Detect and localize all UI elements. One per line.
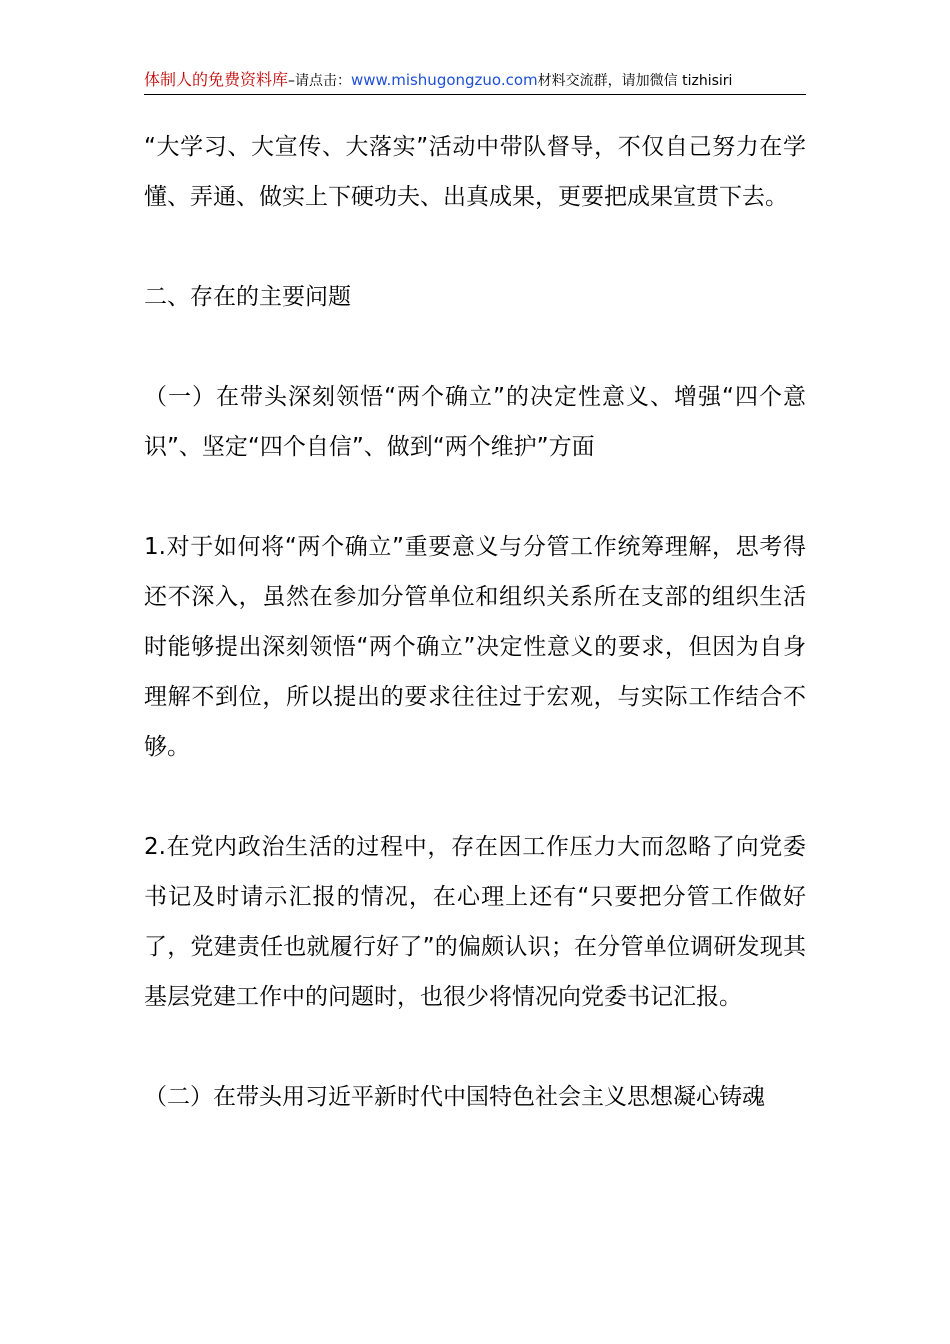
section-heading: 二、存在的主要问题 [144,284,351,310]
header-contact: 材料交流群，请加微信 tizhisiri [537,73,733,89]
subsection-heading-2: （二）在带头用习近平新时代中国特色社会主义思想凝心铸魂 [144,1084,765,1110]
document-body [144,122,806,1122]
subsection-heading-1: （一）在带头深刻领悟“两个确立”的决定性意义、增强“四个意识”、坚定“四个自信”、做到“两个维护”方面 [144,384,806,460]
page-header [144,68,806,95]
spacer [144,1022,806,1072]
paragraph-item-2: 2.在党内政治生活的过程中，存在因工作压力大而忽略了向党委书记及时请示汇报的情况，在心理上还有“只要把分管工作做好了，党建责任也就履行好了”的偏颇认识；在分管单位调研发现其基层党建工作中的问题时，也很少将情况向党委书记汇报。 [144,834,806,1010]
paragraph-intro: “大学习、大宣传、大落实”活动中带队督导，不仅自己努力在学懂、弄通、做实上下硬功夫、出真成果，更要把成果宣贯下去。 [144,134,806,210]
spacer [144,322,806,372]
header-url-link[interactable]: www.mishugongzuo.com [351,71,538,89]
header-brand: 体制人的免费资料库 [144,70,289,89]
header-prompt: –请点击： [288,73,352,89]
paragraph-item-1: 1.对于如何将“两个确立”重要意义与分管工作统筹理解，思考得还不深入，虽然在参加分管单位和组织关系所在支部的组织生活时能够提出深刻领悟“两个确立”决定性意义的要求，但因为自身理解不到位，所以提出的要求往往过于宏观，与实际工作结合不够。 [144,534,806,760]
spacer [144,472,806,522]
spacer [144,772,806,822]
spacer [144,222,806,272]
